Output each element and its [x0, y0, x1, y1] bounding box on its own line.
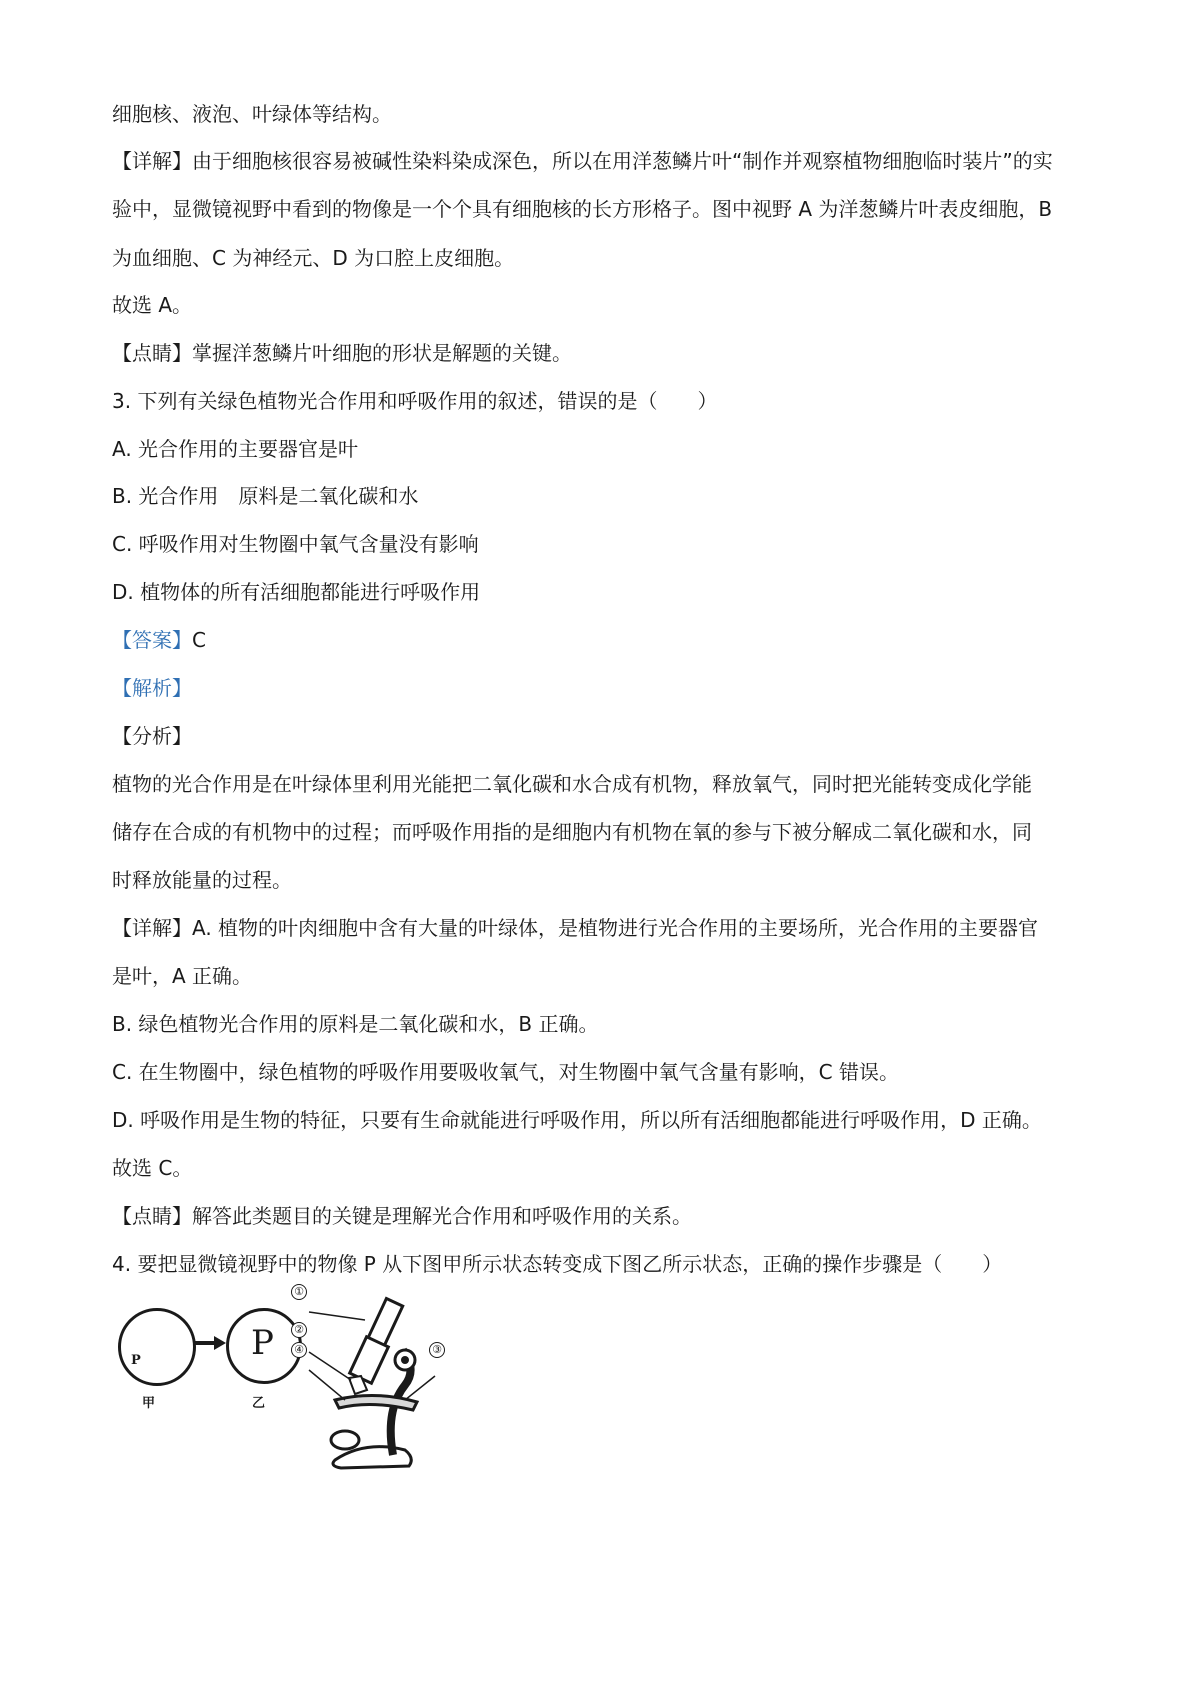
text-line: 故选 A。: [112, 293, 193, 317]
text-line: 植物的光合作用是在叶绿体里利用光能把二氧化碳和水合成有机物，释放氧气，同时把光能转变成化学能: [112, 772, 1032, 796]
text-line: 4. 要把显微镜视野中的物像 P 从下图甲所示状态转变成下图乙所示状态，正确的操作步骤是（ ）: [112, 1252, 1003, 1276]
text-line: C. 在生物圈中，绿色植物的呼吸作用要吸收氧气，对生物圈中氧气含量有影响，C 错误。: [112, 1060, 900, 1084]
microscope-figure: [294, 1285, 485, 1474]
analysis-label: 【解析】: [112, 676, 192, 700]
text-line: D. 呼吸作用是生物的特征，只要有生命就能进行呼吸作用，所以所有活细胞都能进行呼吸作用，D 正确。: [112, 1108, 1042, 1132]
answer-label-line: [112, 626, 206, 654]
text-line: 【点睛】解答此类题目的关键是理解光合作用和呼吸作用的关系。: [112, 1204, 692, 1228]
text-line: 【点睛】掌握洋葱鳞片叶细胞的形状是解题的关键。: [112, 341, 572, 365]
text-line: B. 光合作用 原料是二氧化碳和水: [112, 484, 419, 508]
text-line: 故选 C。: [112, 1156, 193, 1180]
answer-value: C: [192, 628, 206, 652]
text-line: 【详解】由于细胞核很容易被碱性染料染成深色，所以在用洋葱鳞片叶“制作并观察植物细胞临时装片”的实: [112, 149, 1053, 173]
part-label-1: ①: [291, 1284, 307, 1300]
text-line: 为血细胞、C 为神经元、D 为口腔上皮细胞。: [112, 246, 515, 270]
text-line: A. 光合作用的主要器官是叶: [112, 437, 359, 461]
part-label-2: ②: [291, 1322, 307, 1338]
part-label-3: ③: [429, 1342, 445, 1358]
field-of-view-jia: [118, 1308, 196, 1386]
text-line: 【分析】: [112, 724, 192, 748]
arrow-icon: [194, 1334, 226, 1352]
text-line: B. 绿色植物光合作用的原料是二氧化碳和水，B 正确。: [112, 1012, 599, 1036]
microscope-icon: [305, 1290, 485, 1470]
text-line: 储存在合成的有机物中的过程；而呼吸作用指的是细胞内有机物在氧的参与下被分解成二氧化碳和水，同: [112, 820, 1032, 844]
text-line: 细胞核、液泡、叶绿体等结构。: [112, 102, 392, 126]
text-line: 【详解】A. 植物的叶肉细胞中含有大量的叶绿体，是植物进行光合作用的主要场所，光合作用的主要器官: [112, 916, 1039, 940]
answer-label: 【答案】: [112, 628, 192, 652]
object-p-big: P: [251, 1323, 274, 1363]
text-line: C. 呼吸作用对生物圈中氧气含量没有影响: [112, 532, 479, 556]
text-line: 3. 下列有关绿色植物光合作用和呼吸作用的叙述，错误的是（ ）: [112, 389, 718, 413]
text-line: 是叶，A 正确。: [112, 964, 253, 988]
text-line: D. 植物体的所有活细胞都能进行呼吸作用: [112, 580, 481, 604]
part-label-4: ④: [291, 1342, 307, 1358]
object-p-small: P: [131, 1353, 141, 1368]
text-line: 验中，显微镜视野中看到的物像是一个个具有细胞核的长方形格子。图中视野 A 为洋葱鳞片叶表皮细胞，B: [112, 197, 1053, 221]
label-jia: 甲: [142, 1396, 156, 1411]
text-line: 时释放能量的过程。: [112, 868, 292, 892]
label-yi: 乙: [252, 1396, 266, 1411]
